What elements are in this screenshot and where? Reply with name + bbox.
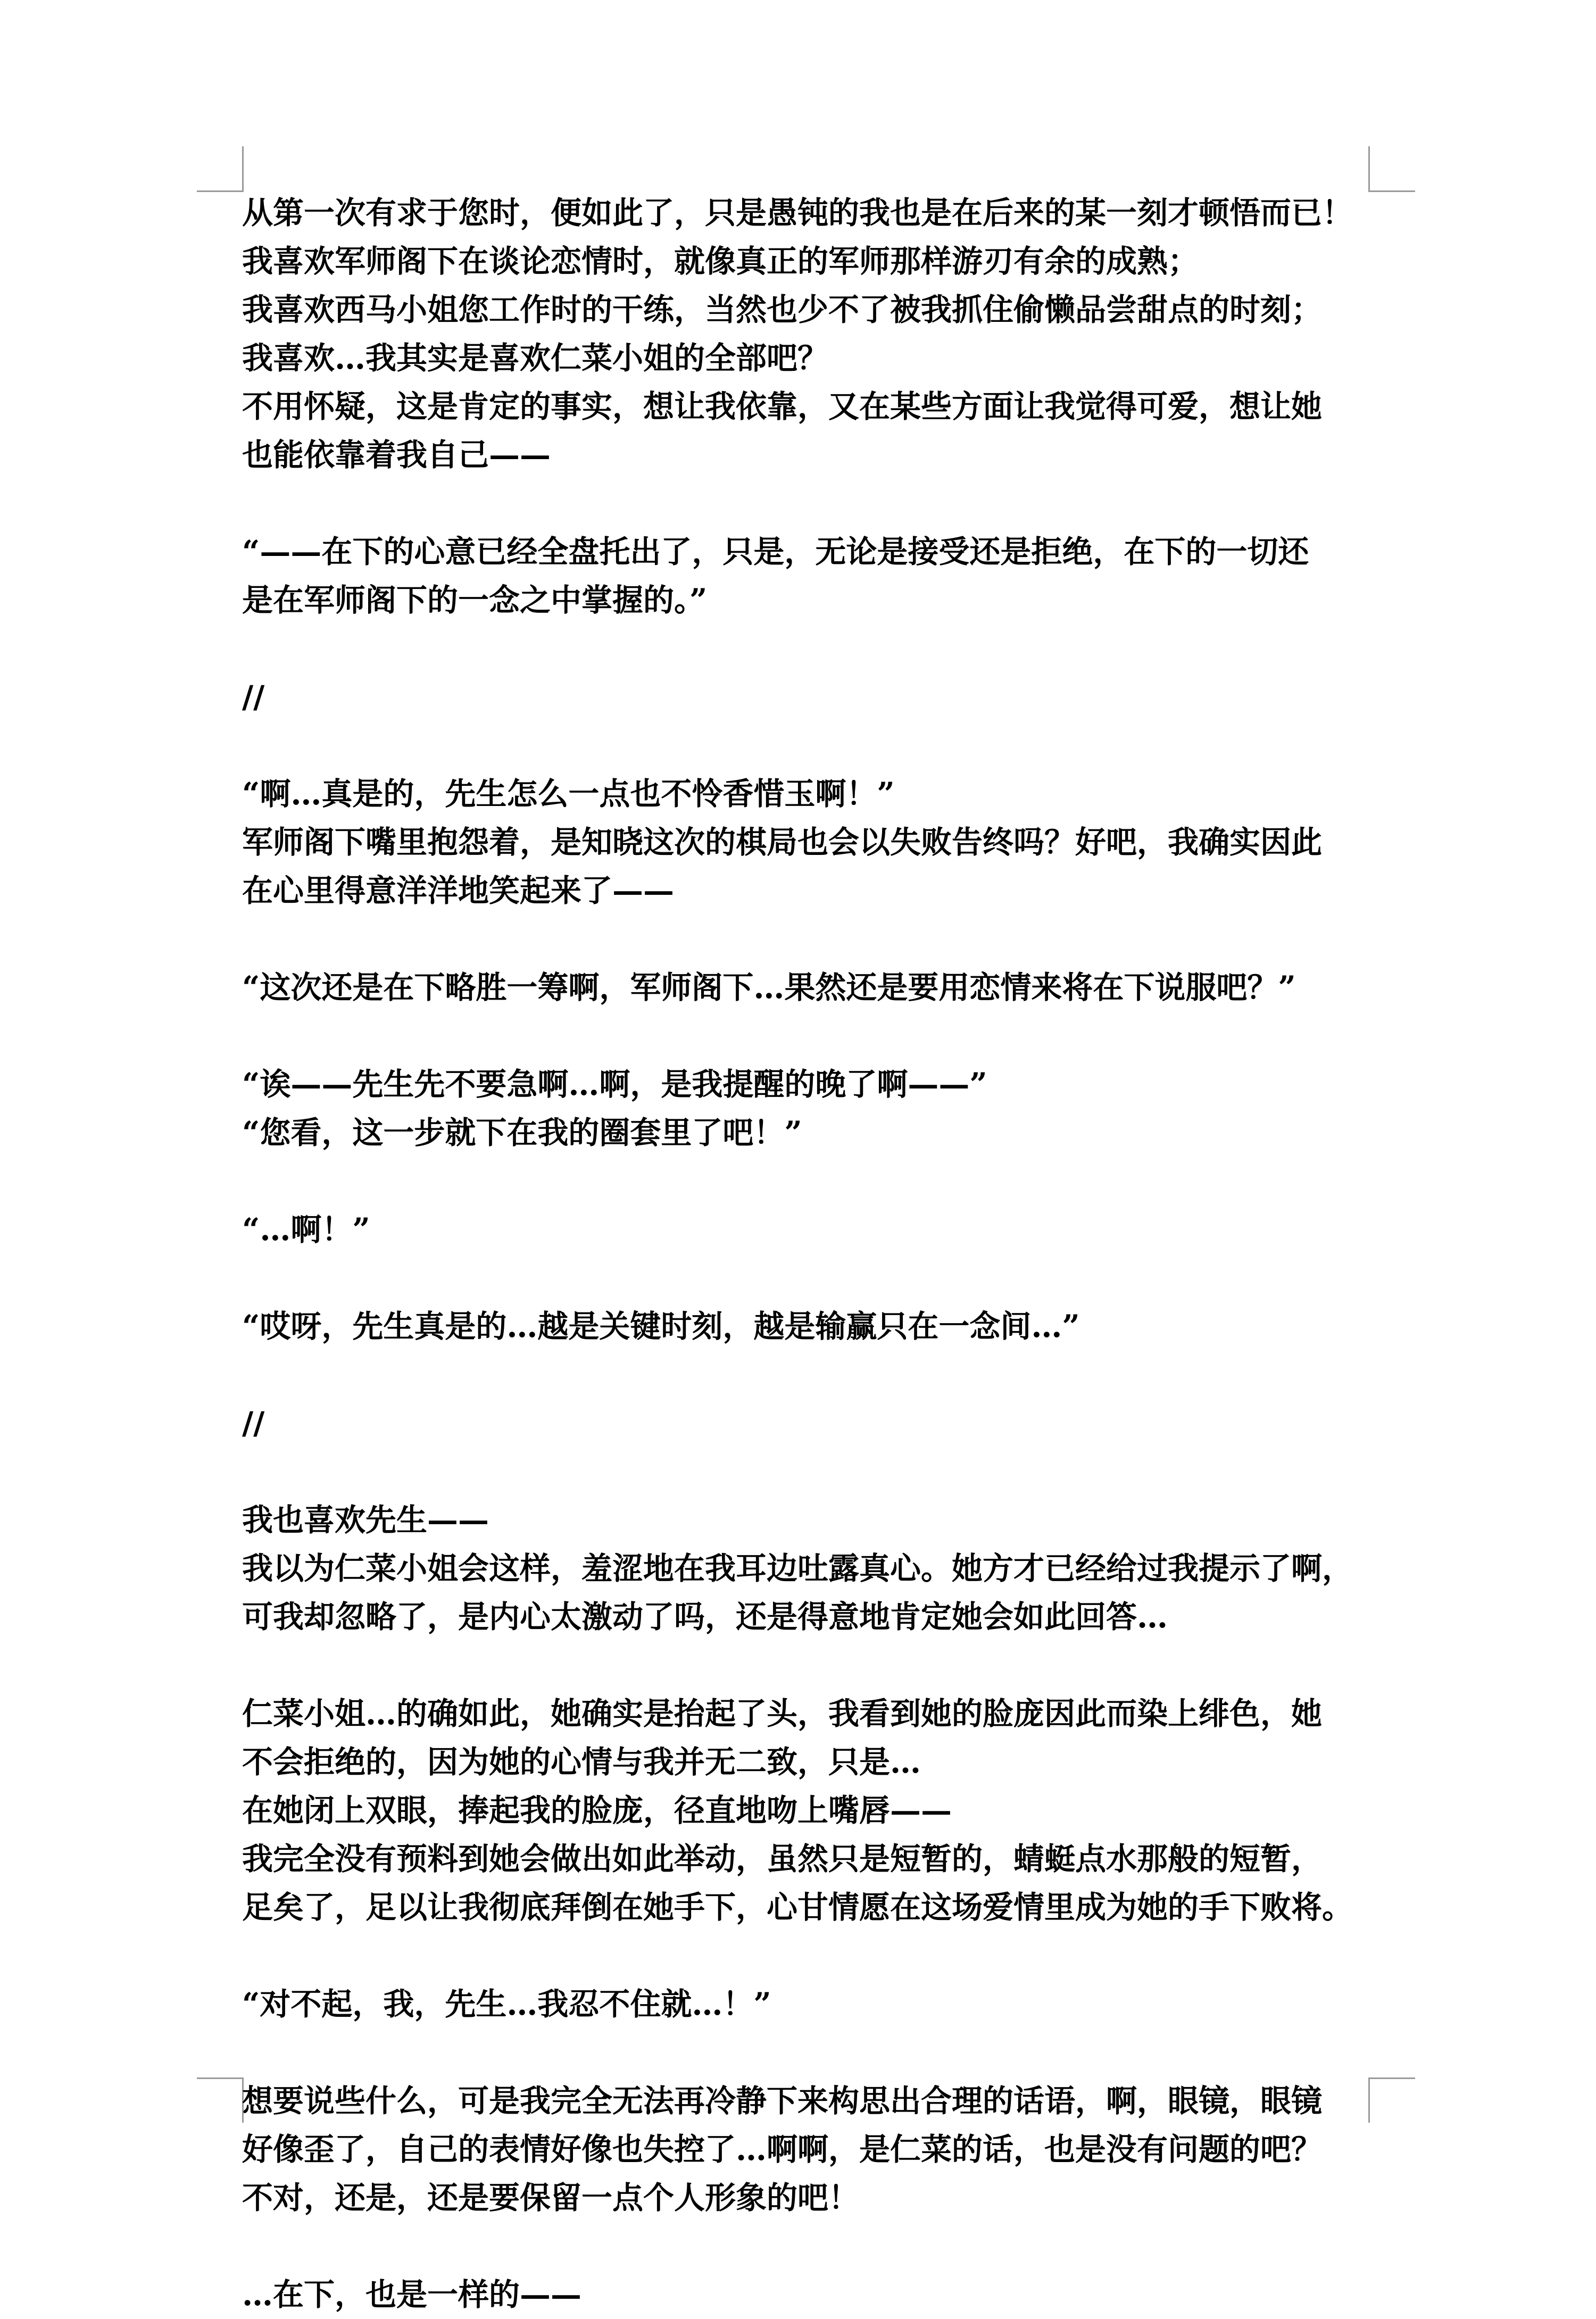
text-line: “哎呀，先生真是的…越是关键时刻，越是输赢只在一念间…” bbox=[242, 1308, 1080, 1344]
text-line: 我喜欢军师阁下在谈论恋情时，就像真正的军师那样游刃有余的成熟； bbox=[242, 243, 1199, 279]
text-line: 军师阁下嘴里抱怨着，是知晓这次的棋局也会以失败告终吗？好吧，我确实因此 bbox=[242, 824, 1323, 860]
text-line: 我喜欢…我其实是喜欢仁菜小姐的全部吧？ bbox=[242, 340, 829, 376]
document-body bbox=[242, 189, 1370, 2319]
blank-line bbox=[242, 625, 1370, 673]
text-line: 也能依靠着我自己—— bbox=[242, 437, 551, 473]
text-line: “诶——先生先不要急啊…啊，是我提醒的晚了啊——” bbox=[242, 1066, 987, 1102]
blank-line bbox=[242, 479, 1370, 528]
blank-line bbox=[242, 1012, 1370, 1060]
blank-line bbox=[242, 721, 1370, 770]
text-line: 在她闭上双眼，捧起我的脸庞，径直地吻上嘴唇—— bbox=[242, 1792, 952, 1828]
text-line: 仁菜小姐…的确如此，她确实是抬起了头，我看到她的脸庞因此而染上绯色，她 bbox=[242, 1695, 1323, 1732]
text-line: “…啊！” bbox=[242, 1211, 370, 1248]
text-line: …在下，也是一样的—— bbox=[242, 2276, 582, 2313]
crop-mark-top-left-vertical bbox=[242, 146, 244, 192]
text-line: “这次还是在下略胜一筹啊，军师阁下…果然还是要用恋情来将在下说服吧？” bbox=[242, 969, 1296, 1005]
text-line: “您看，这一步就下在我的圈套里了吧！” bbox=[242, 1115, 802, 1151]
text-line: // bbox=[242, 1405, 265, 1441]
blank-line bbox=[242, 915, 1370, 963]
blank-line bbox=[242, 1157, 1370, 1206]
text-line: 不用怀疑，这是肯定的事实，想让我依靠，又在某些方面让我觉得可爱，想让她 bbox=[242, 388, 1323, 425]
crop-mark-top-right-horizontal bbox=[1368, 190, 1415, 192]
text-line: 从第一次有求于您时，便如此了，只是愚钝的我也是在后来的某一刻才顿悟而已！ bbox=[242, 195, 1353, 231]
text-line: 足矣了，足以让我彻底拜倒在她手下，心甘情愿在这场爱情里成为她的手下败将。 bbox=[242, 1889, 1353, 1925]
crop-mark-bottom-right-horizontal bbox=[1368, 2077, 1415, 2079]
crop-mark-top-right-vertical bbox=[1368, 146, 1370, 192]
blank-line bbox=[242, 1932, 1370, 1980]
text-line: 我也喜欢先生—— bbox=[242, 1502, 489, 1538]
text-line: “啊…真是的，先生怎么一点也不怜香惜玉啊！” bbox=[242, 776, 895, 812]
text-line: 我完全没有预料到她会做出如此举动，虽然只是短暂的，蜻蜓点水那般的短暂， bbox=[242, 1841, 1323, 1877]
blank-line bbox=[242, 1254, 1370, 1302]
text-line: 在心里得意洋洋地笑起来了—— bbox=[242, 872, 675, 909]
text-line: 不对，还是，还是要保留一点个人形象的吧！ bbox=[242, 2180, 860, 2216]
text-line: 我喜欢西马小姐您工作时的干练，当然也少不了被我抓住偷懒品尝甜点的时刻； bbox=[242, 292, 1323, 328]
blank-line bbox=[242, 1641, 1370, 1690]
text-line: “——在下的心意已经全盘托出了，只是，无论是接受还是拒绝，在下的一切还 bbox=[242, 534, 1309, 570]
text-line: 可我却忽略了，是内心太激动了吗，还是得意地肯定她会如此回答… bbox=[242, 1599, 1168, 1635]
text-line: // bbox=[242, 679, 265, 715]
blank-line bbox=[242, 1351, 1370, 1399]
text-line: 想要说些什么，可是我完全无法再冷静下来构思出合理的话语，啊，眼镜，眼镜 bbox=[242, 2083, 1323, 2119]
crop-mark-top-left-horizontal bbox=[197, 190, 244, 192]
text-line: “对不起，我，先生…我忍不住就…！” bbox=[242, 1986, 771, 2022]
text-line: 我以为仁菜小姐会这样，羞涩地在我耳边吐露真心。她方才已经给过我提示了啊， bbox=[242, 1550, 1353, 1586]
blank-line bbox=[242, 2029, 1370, 2077]
text-line: 好像歪了，自己的表情好像也失控了…啊啊，是仁菜的话，也是没有问题的吧？ bbox=[242, 2131, 1323, 2167]
text-line: 是在军师阁下的一念之中掌握的。” bbox=[242, 582, 708, 618]
blank-line bbox=[242, 1448, 1370, 1496]
blank-line bbox=[242, 2222, 1370, 2271]
crop-mark-bottom-left-horizontal bbox=[197, 2077, 244, 2079]
text-line: 不会拒绝的，因为她的心情与我并无二致，只是… bbox=[242, 1744, 921, 1780]
